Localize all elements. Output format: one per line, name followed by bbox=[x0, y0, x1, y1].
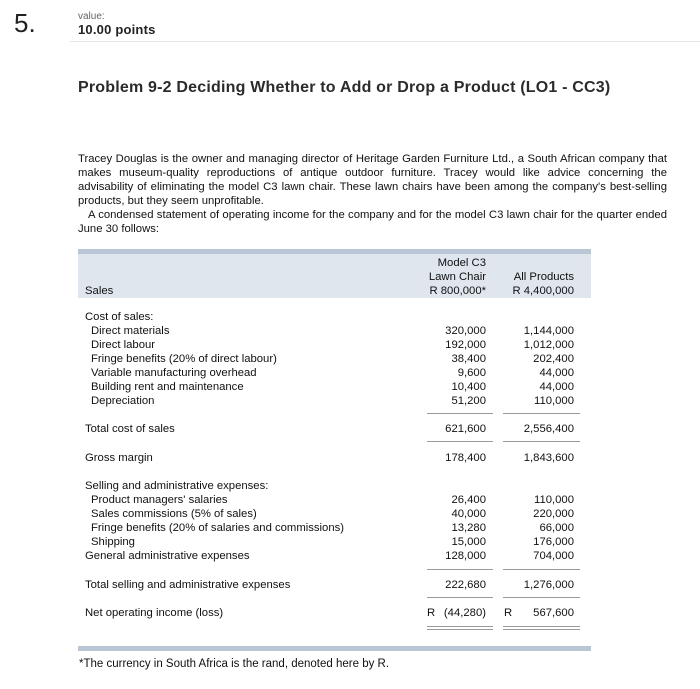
total-sga-all-products: 1,276,000 bbox=[523, 579, 574, 591]
general-admin-all-products: 704,000 bbox=[533, 550, 574, 562]
double-rule bbox=[427, 629, 493, 630]
double-rule bbox=[427, 626, 493, 627]
table-cell: 202,400 bbox=[533, 353, 574, 365]
col-header-all-products: All Products bbox=[513, 271, 574, 283]
col-header-model-c3: Model C3 bbox=[437, 257, 486, 269]
table-cell: 110,000 bbox=[534, 494, 574, 506]
problem-intro bbox=[78, 152, 667, 236]
sales-model-c3: R 800,000* bbox=[429, 285, 486, 297]
sales-all-products: R 4,400,000 bbox=[512, 285, 574, 297]
table-cell: 44,000 bbox=[539, 381, 574, 393]
table-cell: 13,280 bbox=[451, 522, 486, 534]
gross-margin-label: Gross margin bbox=[85, 452, 153, 464]
net-income-label: Net operating income (loss) bbox=[85, 607, 224, 619]
table-row-label: Fringe benefits (20% of direct labour) bbox=[91, 353, 277, 365]
header-divider bbox=[70, 41, 700, 42]
table-row-label: Fringe benefits (20% of salaries and commissions) bbox=[91, 522, 345, 534]
subtotal-rule bbox=[427, 413, 493, 414]
value-label: value: bbox=[78, 11, 105, 22]
subtotal-rule bbox=[427, 597, 493, 598]
table-row-label: Variable manufacturing overhead bbox=[91, 367, 257, 379]
sales-label: Sales bbox=[85, 285, 114, 297]
total-cost-of-sales-all-products: 2,556,400 bbox=[523, 423, 574, 435]
net-income-model-c3: (44,280) bbox=[443, 607, 486, 619]
problem-title: Problem 9-2 Deciding Whether to Add or Drop a Product (LO1 - CC3) bbox=[78, 79, 611, 96]
table-cell: 220,000 bbox=[533, 508, 574, 520]
table-cell: 1,144,000 bbox=[523, 325, 574, 337]
table-cell: 192,000 bbox=[445, 339, 486, 351]
double-rule bbox=[503, 629, 580, 630]
table-cell: 26,400 bbox=[451, 494, 486, 506]
table-cell: 9,600 bbox=[457, 367, 486, 379]
table-cell: 51,200 bbox=[451, 395, 486, 407]
table-row-label: Product managers' salaries bbox=[91, 494, 228, 506]
table-cell: 320,000 bbox=[445, 325, 486, 337]
question-number: 5. bbox=[14, 8, 36, 38]
intro-paragraph-2: A condensed statement of operating income for the company and for the model C3 lawn chair for the quarter ended June 30 follows: bbox=[78, 209, 667, 235]
table-row-label: Sales commissions (5% of sales) bbox=[91, 508, 257, 520]
table-bottom-border bbox=[78, 646, 591, 651]
total-cost-of-sales-label: Total cost of sales bbox=[85, 423, 175, 435]
subtotal-rule bbox=[503, 441, 580, 442]
table-cell: 44,000 bbox=[539, 367, 574, 379]
table-cell: 176,000 bbox=[533, 536, 574, 548]
table-row-label: Direct materials bbox=[91, 325, 170, 337]
total-sga-label: Total selling and administrative expenses bbox=[85, 579, 291, 591]
gross-margin-all-products: 1,843,600 bbox=[523, 452, 574, 464]
double-rule bbox=[503, 626, 580, 627]
gross-margin-model-c3: 178,400 bbox=[445, 452, 486, 464]
subtotal-rule bbox=[503, 413, 580, 414]
net-income-all-products-currency: R bbox=[504, 607, 513, 619]
points-value: 10.00 points bbox=[78, 22, 156, 37]
subtotal-rule bbox=[427, 569, 493, 570]
net-income-all-products: 567,600 bbox=[533, 607, 574, 619]
subtotal-rule bbox=[503, 569, 580, 570]
table-cell: 40,000 bbox=[451, 508, 486, 520]
intro-paragraph-1: Tracey Douglas is the owner and managing director of Heritage Garden Furniture Ltd., a South African company that makes museum-quality reproductions of antique outdoor furniture. Tracey would like advice concerning the advisability of eliminating the model C3 lawn chair. These lawn chairs have been among the company's best-selling products, but they seem unprofitable. bbox=[78, 153, 667, 207]
total-cost-of-sales-model-c3: 621,600 bbox=[445, 423, 486, 435]
table-cell: 38,400 bbox=[451, 353, 486, 365]
table-cell: 15,000 bbox=[451, 536, 486, 548]
table-cell: 1,012,000 bbox=[523, 339, 574, 351]
sga-header: Selling and administrative expenses: bbox=[85, 480, 269, 492]
col-header-lawn-chair: Lawn Chair bbox=[428, 271, 486, 283]
subtotal-rule bbox=[427, 441, 493, 442]
table-cell: 110,000 bbox=[534, 395, 574, 407]
table-cell: 10,400 bbox=[451, 381, 486, 393]
table-cell: 66,000 bbox=[539, 522, 574, 534]
table-row-label: Depreciation bbox=[91, 395, 155, 407]
subtotal-rule bbox=[503, 597, 580, 598]
general-admin-label: General administrative expenses bbox=[85, 550, 250, 562]
table-row-label: Direct labour bbox=[91, 339, 156, 351]
cost-of-sales-header: Cost of sales: bbox=[85, 311, 154, 323]
net-income-model-c3-currency: R bbox=[427, 607, 436, 619]
currency-footnote: *The currency in South Africa is the rand, denoted here by R. bbox=[79, 658, 390, 670]
table-row-label: Shipping bbox=[91, 536, 135, 548]
table-row-label: Building rent and maintenance bbox=[91, 381, 244, 393]
total-sga-model-c3: 222,680 bbox=[445, 579, 486, 591]
general-admin-model-c3: 128,000 bbox=[445, 550, 486, 562]
